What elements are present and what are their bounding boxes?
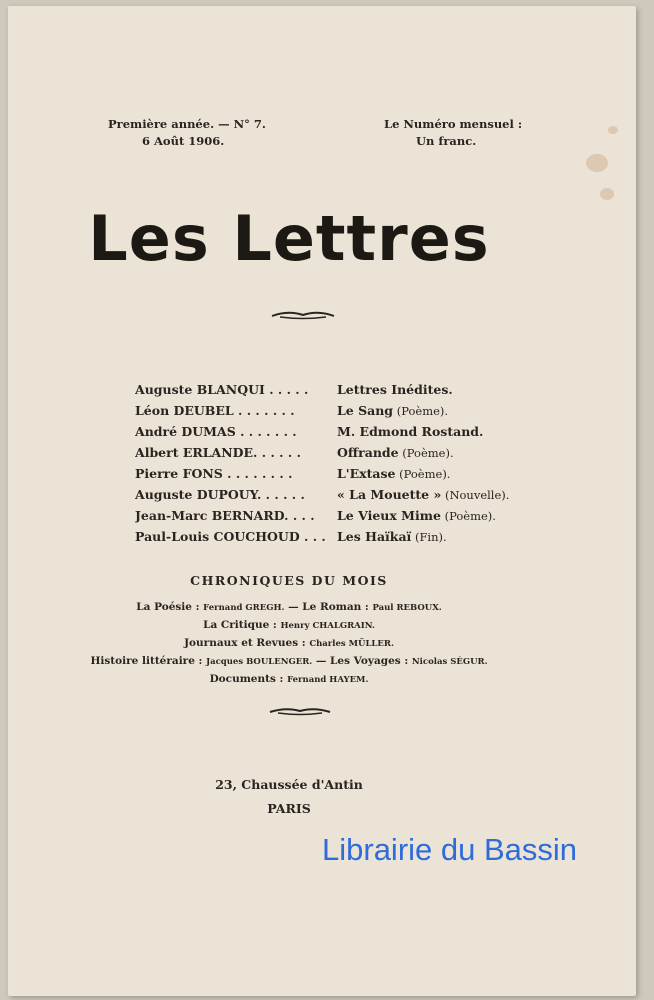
toc-row: Albert ERLANDE. . . . . . Offrande (Poème). (135, 445, 454, 460)
table-of-contents (135, 379, 509, 547)
ornament-bottom (268, 704, 332, 718)
issue-number: Première année. — N° 7. (108, 117, 266, 131)
toc-row: Auguste BLANQUI . . . . . Lettres Inédites. (135, 382, 453, 397)
chronique-line: Documents : Fernand HAYEM. (209, 673, 369, 685)
chronique-line: Journaux et Revues : Charles MÜLLER. (184, 637, 394, 649)
chroniques-list (8, 598, 636, 688)
chronique-line: La Critique : Henry CHALGRAIN. (203, 619, 375, 631)
toc-row: André DUMAS . . . . . . . M. Edmond Rostand. (135, 424, 484, 439)
price-value: Un franc. (416, 134, 477, 148)
chroniques-title: CHRONIQUES DU MOIS (190, 573, 388, 588)
price-info (384, 116, 522, 150)
watermark-text: Librairie du Bassin (322, 832, 578, 867)
address-street: 23, Chaussée d'Antin (215, 777, 363, 792)
issue-date: 6 Août 1906. (142, 134, 225, 148)
address-city: PARIS (267, 801, 311, 816)
toc-row: Pierre FONS . . . . . . . . L'Extase (Poème). (135, 466, 451, 481)
ornament-top (270, 308, 336, 322)
chronique-line: La Poésie : Fernand GREGH. — Le Roman : Paul REBOUX. (136, 601, 442, 613)
toc-row: Jean-Marc BERNARD. . . . Le Vieux Mime (Poème). (135, 508, 496, 523)
toc-row: Léon DEUBEL . . . . . . . Le Sang (Poème). (135, 403, 449, 418)
toc-row: Auguste DUPOUY. . . . . . « La Mouette » (Nouvelle). (135, 487, 510, 502)
magazine-title: Les Lettres (88, 202, 490, 275)
chronique-line: Histoire littéraire : Jacques BOULENGER. — Les Voyages : Nicolas SÉGUR. (90, 655, 488, 667)
publisher-address (8, 773, 636, 821)
issue-info (108, 116, 266, 150)
price-label: Le Numéro mensuel : (384, 117, 523, 131)
toc-row: Paul-Louis COUCHOUD . . . Les Haïkaï (Fin). (135, 529, 447, 544)
